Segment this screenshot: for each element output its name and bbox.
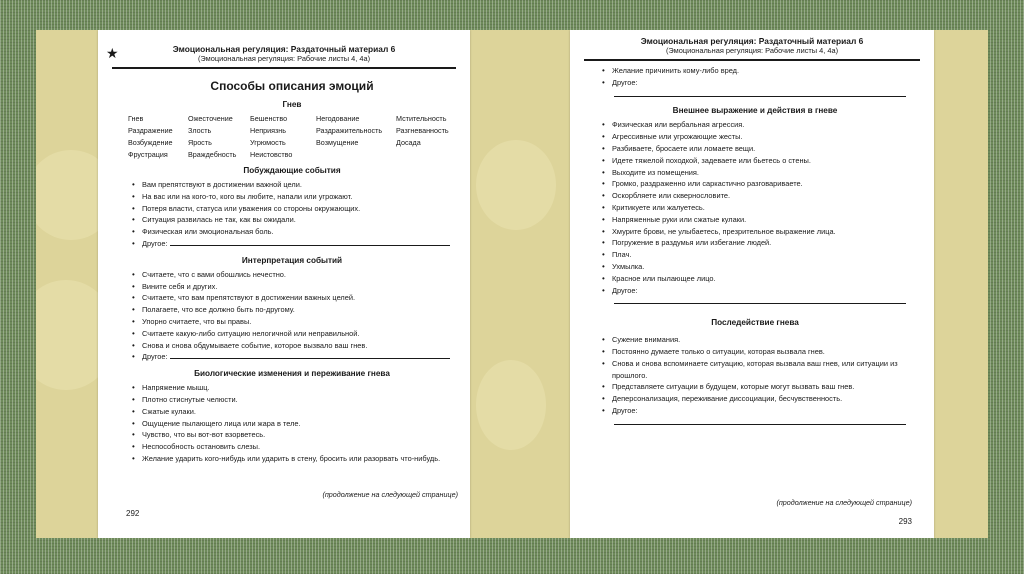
- handout-header: [98, 44, 470, 64]
- anger-word: Угрюмость: [250, 138, 286, 147]
- list-item: • Полагаете, что все должно быть по-другому.: [132, 304, 458, 316]
- list-item: • Вините себя и других.: [132, 281, 458, 293]
- continued-note: (продолжение на следующей странице): [776, 498, 912, 507]
- other-item: [132, 238, 458, 250]
- page-title: Способы описания эмоций: [210, 79, 374, 93]
- list-item: • Агрессивные или угрожающие жесты.: [602, 131, 914, 143]
- list-item: • Ощущение пылающего лица или жара в теле.: [132, 418, 458, 430]
- other-item: [602, 285, 914, 309]
- page-number: 292: [126, 509, 140, 518]
- anger-word: Досада: [396, 138, 421, 147]
- handout-title: Эмоциональная регуляция: Раздаточный материал 6: [640, 36, 864, 46]
- left-page: [98, 30, 470, 538]
- list-item: • Погружение в раздумья или избегание людей.: [602, 237, 914, 249]
- list-item: • Считаете, что вам препятствуют в достижении важных целей.: [132, 292, 458, 304]
- expression-list: [596, 119, 914, 308]
- list-item: • Физическая или эмоциональная боль.: [132, 226, 458, 238]
- list-item: • Хмурите брови, не улыбаетесь, презрительное выражение лица.: [602, 226, 914, 238]
- fill-in-line: [614, 417, 906, 425]
- list-item: • Идете тяжелой походкой, задеваете или бьетесь о стены.: [602, 155, 914, 167]
- header-divider: [584, 59, 920, 61]
- anger-word: Гнев: [128, 114, 144, 123]
- list-item: • Неспособность остановить слезы.: [132, 441, 458, 453]
- list-item: • Красное или пылающее лицо.: [602, 273, 914, 285]
- list-item: • Сжатые кулаки.: [132, 406, 458, 418]
- list-item: • Деперсонализация, переживание диссоциации, бесчувственность.: [602, 393, 914, 405]
- events-list: [126, 179, 458, 250]
- other-label: Другое:: [612, 77, 638, 87]
- other-label: Другое:: [142, 238, 168, 248]
- anger-words-grid: [128, 113, 458, 160]
- list-item: • Разбиваете, бросаете или ломаете вещи.: [602, 143, 914, 155]
- list-item: • Желание ударить кого-нибудь или ударить в стену, бросить или разорвать что-нибудь.: [132, 453, 458, 465]
- list-item: • Критикуете или жалуетесь.: [602, 202, 914, 214]
- list-item: • Плотно стиснутые челюсти.: [132, 394, 458, 406]
- other-label: Другое:: [612, 405, 638, 415]
- anger-word: Раздражение: [128, 126, 173, 135]
- handout-title: Эмоциональная регуляция: Раздаточный материал 6: [172, 44, 396, 54]
- handout-header: [570, 36, 934, 56]
- anger-word: Возмущение: [316, 138, 359, 147]
- other-label: Другое:: [142, 352, 168, 362]
- list-item: • Сужение внимания.: [602, 334, 914, 346]
- handout-subtitle: (Эмоциональная регуляция: Рабочие листы 4, 4а): [665, 46, 839, 55]
- star-icon: ★: [106, 45, 119, 61]
- handout-subtitle: (Эмоциональная регуляция: Рабочие листы 4, 4а): [197, 54, 371, 63]
- after-list: [596, 334, 914, 428]
- list-item: • Ухмылка.: [602, 261, 914, 273]
- header-divider: [112, 67, 456, 69]
- anger-word: Негодование: [316, 114, 360, 123]
- list-item: • Физическая или вербальная агрессия.: [602, 119, 914, 131]
- list-item: • Напряженные руки или сжатые кулаки.: [602, 214, 914, 226]
- slide-background: [36, 30, 988, 538]
- fill-in-line: [614, 296, 906, 304]
- list-item: • Представляете ситуации в будущем, которые могут вызвать ваш гнев.: [602, 381, 914, 393]
- bio-list: [126, 382, 458, 465]
- interpretation-section-title: Интерпретация событий: [241, 255, 343, 265]
- list-item: • На вас или на кого-то, кого вы любите, напали или угрожают.: [132, 191, 458, 203]
- list-item: • Вам препятствуют в достижении важной цели.: [132, 179, 458, 191]
- anger-word: Злость: [188, 126, 212, 135]
- anger-word: Неприязнь: [250, 126, 286, 135]
- anger-section-title: Гнев: [282, 100, 302, 109]
- anger-word: Мстительность: [396, 114, 447, 123]
- list-item: • Плач.: [602, 249, 914, 261]
- bio-section-title: Биологические изменения и переживание гнева: [194, 369, 390, 379]
- top-list: [596, 65, 914, 100]
- anger-word: Враждебность: [188, 150, 237, 159]
- list-item: • Потеря власти, статуса или уважения со стороны окружающих.: [132, 203, 458, 215]
- anger-word: Раздражительность: [316, 126, 383, 135]
- list-item: • Выходите из помещения.: [602, 167, 914, 179]
- list-item: • Снова и снова обдумываете событие, которое вызвало ваш гнев.: [132, 340, 458, 352]
- list-item: • Оскорбляете или сквернословите.: [602, 190, 914, 202]
- other-label: Другое:: [612, 285, 638, 295]
- anger-word: Ярость: [188, 138, 212, 147]
- list-item: • Считаете, что с вами обошлись нечестно.: [132, 269, 458, 281]
- list-item: • Напряжение мышц.: [132, 382, 458, 394]
- anger-word: Возбуждение: [128, 138, 173, 147]
- list-item: • Постоянно думаете только о ситуации, которая вызвала гнев.: [602, 346, 914, 358]
- right-page: [570, 30, 934, 538]
- list-item: • Чувство, что вы вот-вот взорветесь.: [132, 429, 458, 441]
- interpretation-list: [126, 269, 458, 363]
- list-item: • Ситуация развилась не так, как вы ожидали.: [132, 214, 458, 226]
- page-number: 293: [898, 517, 912, 526]
- other-item: [602, 405, 914, 429]
- fill-in-line: [170, 238, 450, 246]
- continued-note: (продолжение на следующей странице): [322, 490, 458, 499]
- anger-word: Неистовство: [250, 150, 293, 159]
- events-section-title: Побуждающие события: [243, 166, 341, 175]
- list-item: • Считаете какую-либо ситуацию нелогичной или неправильной.: [132, 328, 458, 340]
- other-item: [602, 77, 914, 101]
- list-item: • Желание причинить кому-либо вред.: [602, 65, 914, 77]
- fill-in-line: [170, 351, 450, 359]
- fill-in-line: [614, 89, 906, 97]
- anger-word: Ожесточение: [188, 114, 233, 123]
- list-item: • Громко, раздраженно или саркастично разговариваете.: [602, 178, 914, 190]
- list-item: • Упорно считаете, что вы правы.: [132, 316, 458, 328]
- anger-word: Разгневанность: [396, 126, 449, 135]
- expression-section-title: Внешнее выражение и действия в гневе: [672, 106, 838, 116]
- list-item: • Снова и снова вспоминаете ситуацию, которая вызвала ваш гнев, или ситуации из прошлого.: [602, 358, 914, 382]
- anger-word: Фрустрация: [128, 150, 168, 159]
- anger-word: Бешенство: [250, 114, 288, 123]
- after-section-title: Последействие гнева: [711, 318, 799, 328]
- other-item: [132, 351, 458, 363]
